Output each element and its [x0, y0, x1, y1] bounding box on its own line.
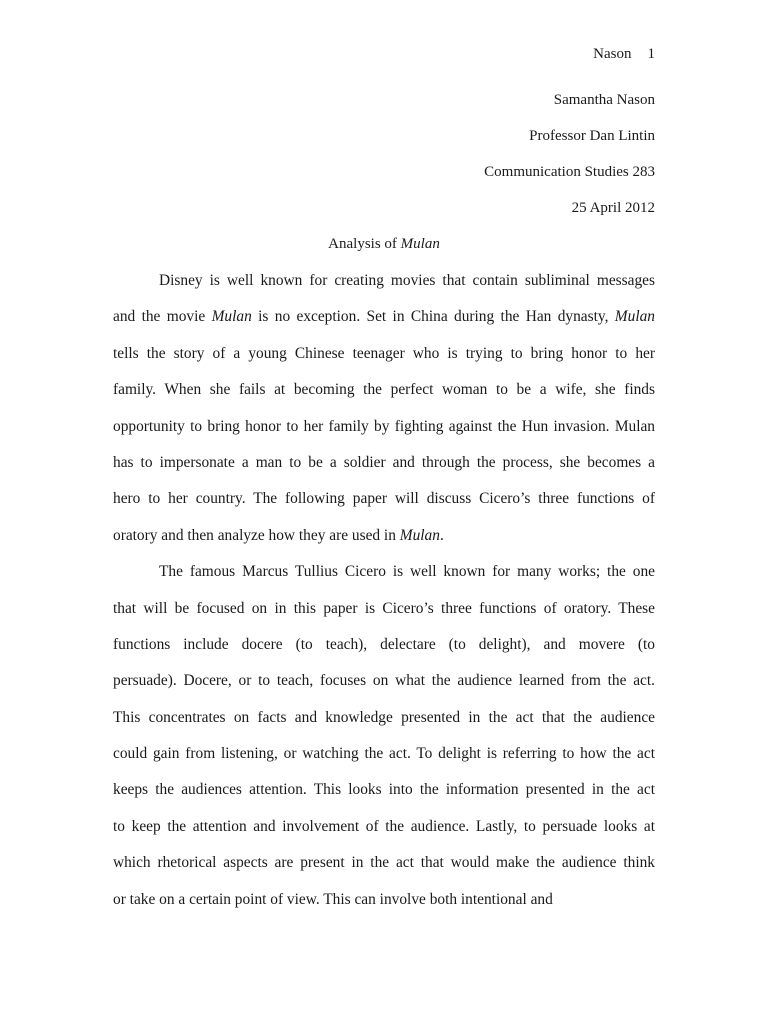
paper-date: 25 April 2012: [571, 200, 655, 216]
text-line: [113, 882, 655, 918]
text-line: [113, 736, 655, 772]
running-header-name: Nason: [593, 46, 632, 62]
text-run: tells the story of a young Chinese teenager who is trying to bring honor to her: [113, 344, 655, 362]
italic-title: Mulan: [399, 526, 440, 544]
text-line: [113, 336, 655, 372]
text-run: The famous Marcus Tullius Cicero is well known for many works; the one: [159, 563, 655, 581]
text-line: [113, 445, 655, 481]
paper-title: [0, 236, 768, 253]
text-run: that will be focused on in this paper is Cicero’s three functions of oratory. These: [113, 599, 655, 617]
body-text: [113, 263, 655, 918]
text-run: .: [439, 526, 444, 544]
text-line: [113, 772, 655, 808]
page-number: 1: [647, 46, 655, 62]
text-run: is no exception. Set in China during the Han dynasty,: [251, 308, 615, 326]
text-line: [113, 845, 655, 881]
paper-title-film: Mulan: [400, 236, 440, 252]
text-run: This concentrates on facts and knowledge presented in the act that the audience: [113, 708, 655, 726]
text-run: and the movie: [113, 308, 212, 326]
text-line: [113, 299, 655, 335]
text-run: to keep the attention and involvement of the audience. Lastly, to persuade looks at: [113, 817, 655, 835]
text-run: or take on a certain point of view. This can involve both intentional and: [113, 890, 553, 908]
text-line: [113, 663, 655, 699]
text-line: [113, 700, 655, 736]
italic-title: Mulan: [211, 308, 252, 326]
text-line: [113, 263, 655, 299]
paper-title-prefix: Analysis of: [328, 236, 401, 252]
text-line: [113, 481, 655, 517]
text-run: keeps the audiences attention. This looks into the information presented in the act: [113, 781, 655, 799]
running-header: [593, 46, 655, 63]
text-line: [113, 518, 655, 554]
text-run: could gain from listening, or watching the act. To delight is referring to how the act: [113, 745, 655, 763]
text-line: [113, 372, 655, 408]
text-run: has to impersonate a man to be a soldier and through the process, she becomes a: [113, 453, 655, 471]
text-run: persuade). Docere, or to teach, focuses on what the audience learned from the act.: [113, 672, 655, 690]
paragraph: [113, 263, 655, 554]
text-run: functions include docere (to teach), delectare (to delight), and movere (to: [113, 635, 655, 653]
text-line: [113, 809, 655, 845]
text-run: family. When she fails at becoming the perfect woman to be a wife, she finds: [113, 381, 655, 399]
text-run: which rhetorical aspects are present in the act that would make the audience think: [113, 854, 655, 872]
text-line: [113, 554, 655, 590]
text-run: hero to her country. The following paper will discuss Cicero’s three functions of: [113, 490, 655, 508]
author-name: Samantha Nason: [553, 92, 655, 108]
text-run: Disney is well known for creating movies that contain subliminal messages: [159, 272, 655, 289]
text-run: opportunity to bring honor to her family by fighting against the Hun invasion. Mulan: [113, 417, 655, 435]
text-line: [113, 591, 655, 627]
italic-title: Mulan: [614, 308, 655, 326]
professor-name: Professor Dan Lintin: [529, 128, 655, 144]
course-name: Communication Studies 283: [484, 164, 655, 180]
text-line: [113, 409, 655, 445]
paragraph: [113, 554, 655, 918]
text-run: oratory and then analyze how they are used in: [113, 526, 400, 544]
text-line: [113, 627, 655, 663]
